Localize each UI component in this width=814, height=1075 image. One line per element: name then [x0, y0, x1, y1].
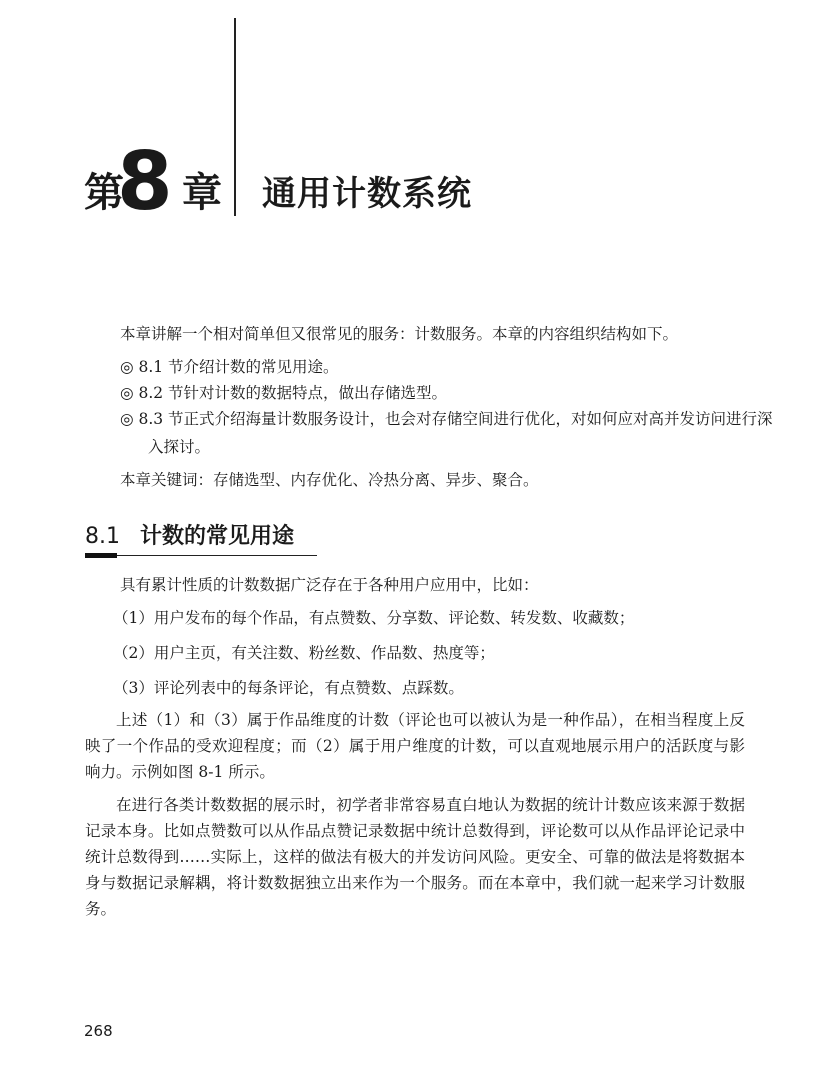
body-lead: 具有累计性质的计数数据广泛存在于各种用户应用中，比如： — [120, 576, 539, 594]
chapter-title: 通用计数系统 — [262, 174, 472, 214]
chapter-suffix: 章 — [182, 170, 222, 216]
keywords-line: 本章关键词：存储选型、内存优化、冷热分离、异步、聚合。 — [120, 471, 539, 489]
intro-paragraph: 本章讲解一个相对简单但又很常见的服务：计数服务。本章的内容组织结构如下。 — [120, 325, 679, 343]
body-paragraph-1: 上述（1）和（3）属于作品维度的计数（评论也可以被认为是一种作品），在相当程度上反映了一个作品的受欢迎程度；而（2）属于用户维度的计数，可以直观地展示用户的活跃度与影响力。示例如图 8-1 所示。 — [85, 711, 745, 781]
outline-item-1: ◎ 8.1 节介绍计数的常见用途。 — [120, 358, 339, 376]
page-number: 268 — [84, 1022, 113, 1040]
list-item-2: （2）用户主页，有关注数、粉丝数、作品数、热度等； — [113, 644, 495, 662]
section-number: 8.1 — [85, 524, 120, 549]
outline-item-2: ◎ 8.2 节针对计数的数据特点，做出存储选型。 — [120, 384, 448, 402]
chapter-prefix: 第 — [84, 170, 124, 216]
list-item-3: （3）评论列表中的每条评论，有点赞数、点踩数。 — [113, 679, 464, 697]
list-item-1: （1）用户发布的每个作品，有点赞数、分享数、评论数、转发数、收藏数； — [113, 609, 635, 627]
section-underline-accent — [85, 553, 117, 558]
section-underline — [85, 555, 317, 556]
outline-item-3: ◎ 8.3 节正式介绍海量计数服务设计，也会对存储空间进行优化，对如何应对高并发访问进行深入探讨。 — [120, 410, 773, 456]
body-paragraph-2: 在进行各类计数数据的展示时，初学者非常容易直白地认为数据的统计计数应该来源于数据记录本身。比如点赞数可以从作品点赞记录数据中统计总数得到，评论数可以从作品评论记录中统计总数得到……实际上，这样的做法有极大的并发访问风险。更安全、可靠的做法是将数据本身与数据记录解耦，将计数数据独立出来作为一个服务。而在本章中，我们就一起来学习计数服务。 — [85, 796, 745, 918]
chapter-divider-line — [234, 18, 236, 216]
section-title: 计数的常见用途 — [140, 524, 295, 549]
chapter-number: 8 — [117, 135, 173, 228]
